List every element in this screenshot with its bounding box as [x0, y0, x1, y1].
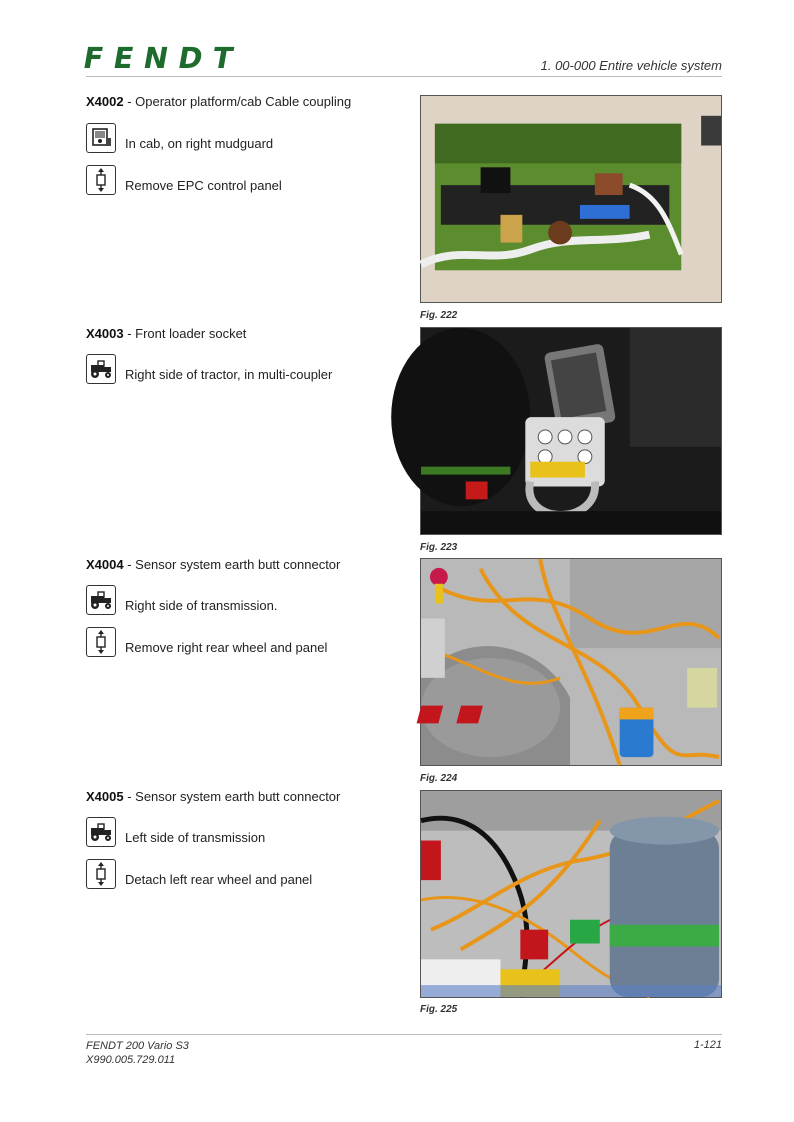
- cab-icon: [86, 123, 116, 153]
- tractor-icon: [86, 585, 116, 615]
- tractor-icon: [86, 354, 116, 384]
- figure-caption: Fig. 224: [420, 773, 458, 784]
- entry-title: X4004 - Sensor system earth butt connector: [86, 557, 341, 572]
- action-row: [86, 165, 406, 201]
- action-row: [86, 859, 406, 895]
- figure-caption: Fig. 222: [420, 310, 458, 321]
- figure-224-render: [420, 558, 722, 766]
- entry-x4004: [86, 557, 406, 663]
- entry-x4003: [86, 326, 406, 390]
- figure-caption: Fig. 223: [420, 542, 458, 553]
- action-text: Detach left rear wheel and panel: [125, 872, 313, 887]
- location-row: [86, 123, 406, 159]
- footer-divider: [86, 1034, 722, 1035]
- entry-x4005: [86, 789, 406, 895]
- location-text: In cab, on right mudguard: [125, 136, 274, 151]
- entry-title: X4005 - Sensor system earth butt connector: [86, 789, 341, 804]
- header-divider: [86, 76, 722, 77]
- location-text: Right side of transmission.: [125, 598, 278, 613]
- figure-223-photo: [420, 327, 722, 535]
- figure-225-render: [420, 790, 722, 998]
- page-number: 1-121: [693, 1039, 722, 1051]
- entry-title: X4002 - Operator platform/cab Cable coupling: [86, 94, 352, 109]
- svg-text:FENDT: FENDT: [80, 41, 237, 75]
- entry-x4002: [86, 94, 406, 201]
- location-text: Left side of transmission: [125, 830, 266, 845]
- remove-arrows-icon: [86, 859, 116, 889]
- remove-arrows-icon: [86, 627, 116, 657]
- action-text: Remove right rear wheel and panel: [125, 640, 328, 655]
- action-text: Remove EPC control panel: [125, 178, 282, 193]
- fendt-logo: [80, 41, 237, 75]
- remove-arrows-icon: [86, 165, 116, 195]
- figure-caption: Fig. 225: [420, 1004, 458, 1015]
- section-title: 1. 00-000 Entire vehicle system: [540, 58, 722, 73]
- location-text: Right side of tractor, in multi-coupler: [125, 367, 333, 382]
- location-row: [86, 354, 406, 390]
- entry-title: X4003 - Front loader socket: [86, 326, 247, 341]
- location-row: [86, 817, 406, 853]
- footer-document-info: [86, 1039, 189, 1067]
- action-row: [86, 627, 406, 663]
- location-row: [86, 585, 406, 621]
- footer-model: FENDT 200 Vario S3: [86, 1040, 189, 1052]
- footer-doc-number: X990.005.729.011: [86, 1054, 176, 1066]
- tractor-icon: [86, 817, 116, 847]
- figure-222-photo: [420, 95, 722, 303]
